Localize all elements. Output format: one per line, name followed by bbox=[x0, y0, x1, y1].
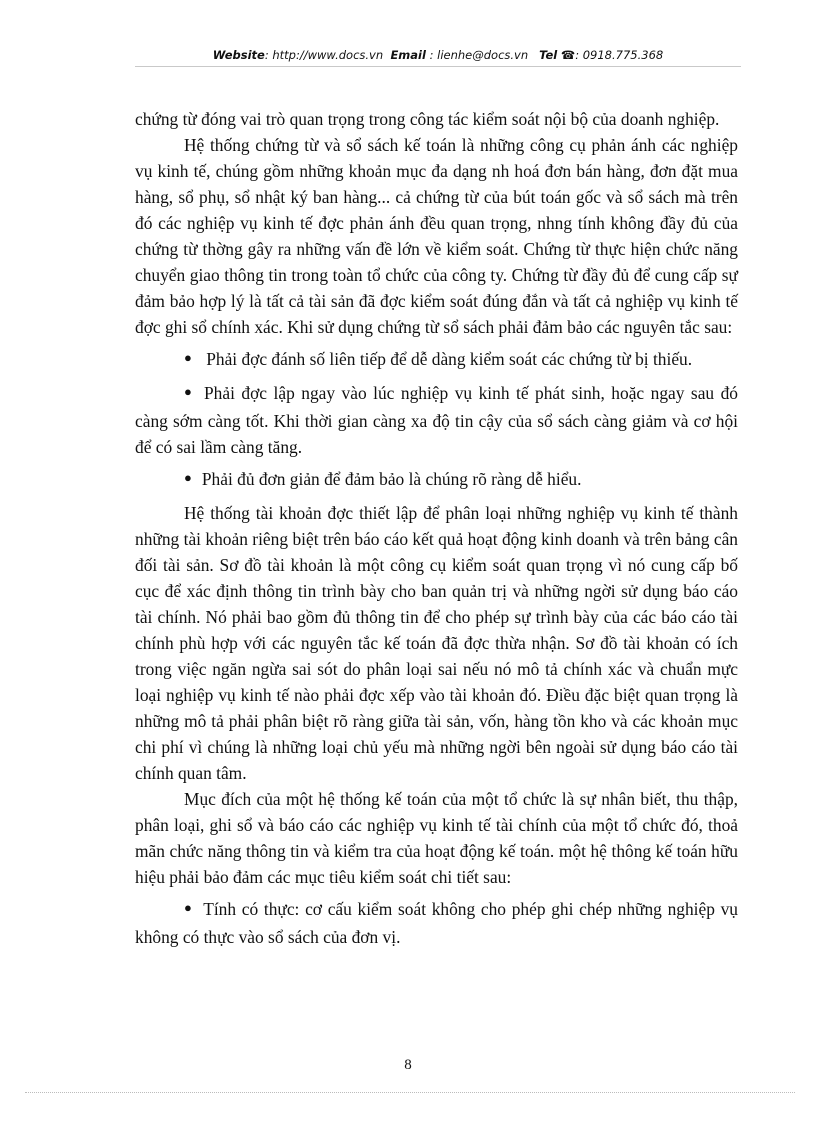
tel-value: : 0918.775.368 bbox=[575, 48, 664, 62]
bullet-text-3: Phải đủ đơn giản để đảm bảo là chúng rõ ràng dễ hiểu. bbox=[201, 469, 582, 489]
page-number: 8 bbox=[404, 1057, 412, 1073]
email-value: : lienhe@docs.vn bbox=[425, 48, 529, 62]
website-value: : http://www.docs.vn bbox=[264, 48, 384, 62]
document-body bbox=[135, 106, 738, 950]
paragraph-1: chứng từ đóng vai trò quan trọng trong công tác kiểm soát nội bộ của doanh nghiệp. bbox=[135, 109, 720, 129]
bullet-item-3 bbox=[135, 466, 738, 494]
bullet-text-2: Phải đợc lập ngay vào lúc nghiệp vụ kinh tế phát sinh, hoặc ngay sau đó càng sớm càng tốt. Khi thời gian càng xa độ tin cậy của sổ sách càng giảm và cơ hội để có sai lầm càng tăng. bbox=[135, 383, 738, 457]
page-header bbox=[135, 48, 741, 62]
bullet-icon: ● bbox=[184, 470, 192, 485]
paragraph-4: Mục đích của một hệ thống kế toán của một tổ chức là sự nhân biết, thu thập, phân loại, ghi sổ và báo cáo các nghiệp vụ kinh tế tài chính của một tổ chức đó, thoả mãn chức năng thông tin và kiểm tra của hoạt động kế toán. một hệ thông kế toán hữu hiệu phải bảo đảm các mục tiêu kiểm soát chi tiết sau: bbox=[135, 789, 738, 887]
bullet-item-4 bbox=[135, 896, 738, 950]
tel-label: Tel bbox=[539, 48, 558, 62]
bullet-icon: ● bbox=[184, 384, 194, 399]
bullet-text-4: Tính có thực: cơ cấu kiểm soát không cho phép ghi chép những nghiệp vụ không có thực vào sổ sách của đơn vị. bbox=[135, 899, 738, 947]
bullet-text-1: Phải đợc đánh số liên tiếp để dễ dàng kiểm soát các chứng từ bị thiếu. bbox=[201, 349, 693, 369]
bullet-item-2 bbox=[135, 380, 738, 460]
header-divider bbox=[135, 66, 741, 67]
bullet-item-1 bbox=[135, 346, 738, 374]
paragraph-2: Hệ thống chứng từ và sổ sách kế toán là những công cụ phản ánh các nghiệp vụ kinh tế, chúng gồm những khoản mục đa dạng nh hoá đơn bán hàng, đơn đặt mua hàng, sổ phụ, sổ nhật ký ban hàng... cả chứng từ của bút toán gốc và sổ sách mà trên đó các nghiệp vụ kinh tế đợc phản ánh đều quan trọng, nhng tính không đầy đủ của chứng từ thờng gây ra những vấn đề lớn về kiểm soát. Chứng từ thực hiện chức năng chuyển giao thông tin trong toàn tổ chức của công ty. Chứng từ đầy đủ để cung cấp sự đảm bảo hợp lý là tất cả tài sản đã đợc kiểm soát đúng đắn và tất cả nghiệp vụ kinh tế đợc ghi sổ chính xác. Khi sử dụng chứng từ sổ sách phải đảm bảo các nguyên tắc sau: bbox=[135, 135, 738, 337]
bullet-icon: ● bbox=[184, 900, 194, 915]
bullet-icon: ● bbox=[184, 350, 192, 365]
footer-divider bbox=[25, 1092, 795, 1093]
website-label: Website bbox=[212, 48, 265, 62]
paragraph-3: Hệ thống tài khoản đợc thiết lập để phân loại những nghiệp vụ kinh tế thành những tài khoản riêng biệt trên báo cáo kết quả hoạt động kinh doanh và trên bảng cân đối tài sản. Sơ đồ tài khoản là một công cụ kiểm soát quan trọng vì nó cung cấp bố cục để xác định thông tin trình bày cho ban quản trị và những ngời sử dụng báo cáo tài chính. Nó phải bao gồm đủ thông tin để cho phép sự trình bày của các báo cáo tài chính phù hợp với các nguyên tắc kế toán đã đợc thừa nhận. Sơ đồ tài khoản có ích trong việc ngăn ngừa sai sót do phân loại sai nếu nó mô tả chính xác và chuẩn mực loại nghiệp vụ kinh tế nào phải đợc xếp vào tài khoản đó. Điều đặc biệt quan trọng là những mô tả phải phân biệt rõ ràng giữa tài sản, vốn, hàng tồn kho và các khoản mục chi phí vì chúng là những loại chủ yếu mà những ngời bên ngoài sử dụng báo cáo tài chính quan tâm. bbox=[135, 503, 738, 783]
phone-icon: ☎ bbox=[560, 48, 576, 62]
email-label: Email bbox=[390, 48, 426, 62]
